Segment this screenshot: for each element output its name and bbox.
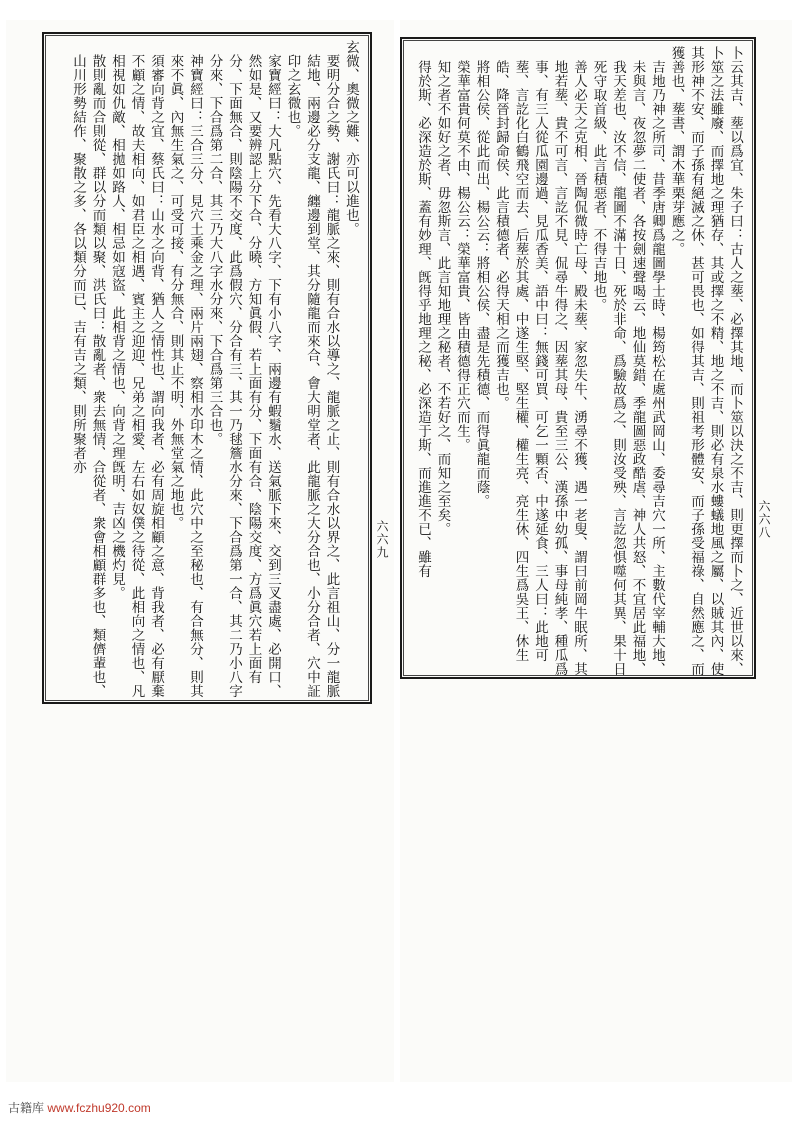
- right-page-paragraph: 知之者不如好之者、毋忽斯言、此言知地理之秘者、不若好之、而知之至矣。: [434, 59, 451, 536]
- left-page-paragraph: 散則亂而合則從、群以分而類以聚、洪氏曰：散亂者、衆去無情、合從者、衆會相顧群多也、類儕輩也、山川形勢結作、聚散之多、各以類分而已、吉有吉之類、則所聚者亦: [70, 53, 106, 698]
- right-page-paragraph: 將相公侯、從此而出、楊公云：將相公侯、盡是先積德、而得眞龍而蔭。: [473, 59, 490, 508]
- left-page-paragraph: 玄微、奧微之難、亦可以進也。: [343, 40, 359, 236]
- left-page-text: [54, 40, 360, 700]
- right-page-paragraph: 得於斯、必深造於斯、蓋有妙理、旣得乎地理之秘、必深造于斯、而進進不已、雖有: [415, 59, 431, 578]
- left-page-paragraph: 家寶經曰：大凡點穴、先看大八字、下有小八字、兩邊有蝦鬚水、送氣脈下來、交到三叉盡處、必開口、然如是、又要辨認上分下合、分曉、方知眞假、若上面有分、下面有合、陰陽交度、方爲眞穴若上面有分、下面無合、則陰陽不交度、此爲假穴、分合有三、其一乃毬簷水分來、下合爲第一合、其二乃小八字分來、下合爲第二合、其三乃大八字水分來、下合爲第三合也。: [206, 53, 281, 698]
- site-url[interactable]: www.fczhu920.com: [47, 1101, 151, 1115]
- site-footer: [8, 1099, 151, 1116]
- right-page-number: 六六八: [757, 500, 771, 539]
- left-page: [6, 20, 394, 1082]
- left-page-paragraph: 須審向背之宜、蔡氏曰：山水之向背、猶人之情性也、謂向我者、必有周旋相顧之意、背我者、必有厭棄不顧之情、故夫相向、如君臣之相遇、賓主之迎迎、兄弟之相愛、左右如奴僕之待從、此相向之情也、凡相視如仇敵、相拋如路人、相忌如寇盜、此相背之情也、向背之理旣明、吉凶之機灼見。: [109, 53, 164, 698]
- right-page-text: [412, 46, 744, 676]
- right-page-paragraph: 善人必天之克相、晉陶侃微時亡母、殿未塟、家忽失牛、湧尋不獲、遇一老叟、謂曰前岡牛眠所、其地若塟、貴不可言、言訖不見、侃尋牛得之、因塟其母、貴至三公、漢孫中幼孤、事母純孝、種瓜爲事、有三人從瓜園邊過、見瓜香美、語中曰：無錢可買、可乞一顆否、中遂延食、三人曰：此地可塟、言訖化白鶴飛空而去、后塟於其處、中遂生堅、堅生權、權生亮、亮生休、四生爲吳王、休生皓、降晉封歸命侯、此言積德者、必得天相之而獲吉也。: [493, 59, 587, 676]
- right-page-paragraph: 吉地乃神之所司、昔季唐卿爲龍圖學士時、楊筠松在處州武岡山、委尋吉穴一所、主數代宰輔大地、未與言、夜忽夢二使者、各按劍速聲喝云、地仙莫錯、季龍圖惡政酷虐、神人共怒、不宜居此福地、我天差也、汝不信、龍圖不滿十日、死於非命、爲驗故爲之、則汝受殃、言訖忽惧噬何其異、果十日死守取首級、此言積惡者、不得吉地也。: [590, 59, 665, 676]
- left-page-number: 六六九: [375, 520, 389, 559]
- right-page: [400, 20, 792, 1082]
- site-name: 古籍库: [8, 1101, 45, 1115]
- left-page-paragraph: 神寶經曰：三合三分、見穴土乘金之理、兩片兩翅、察相水印木之情、此穴中之至秘也、有合無分、則其來不眞、內無生氣之、可受可接、有分無合、則其止不明、外無堂氣之地也。: [167, 53, 203, 698]
- right-page-paragraph: 卜云其吉、塟以爲宜、朱子曰：古人之塟、必擇其地、而卜筮以決之不吉、則更擇而卜之、近世以來、卜筮之法雖廢、而擇地之理猶存、其或擇之不精、地之不吉、則必有泉水螻蟻地風之屬、以賊其內、使其形神不安、而子孫有絕滅之休、甚可畏也、如得其吉、則祖考形體安、而子孫受福祿、自然應之、而獲善也、塟書、謂木華栗芽應之。: [668, 46, 743, 676]
- right-page-paragraph: 榮華富貴何莫不由、楊公云：榮華富貴、皆由積德得正穴而生。: [454, 59, 470, 452]
- left-page-paragraph: 要明分合之勢、謝氏曰：龍脈之來、則有合水以導之、龍脈之止、則有合水以界之、此言祖山、分一龍脈結地、兩邊必分支龍、纏邊到堂、其分隨龍而來合、會大明堂者、此龍脈之大分合也、小分合者、穴中証印之玄微也。: [284, 53, 340, 698]
